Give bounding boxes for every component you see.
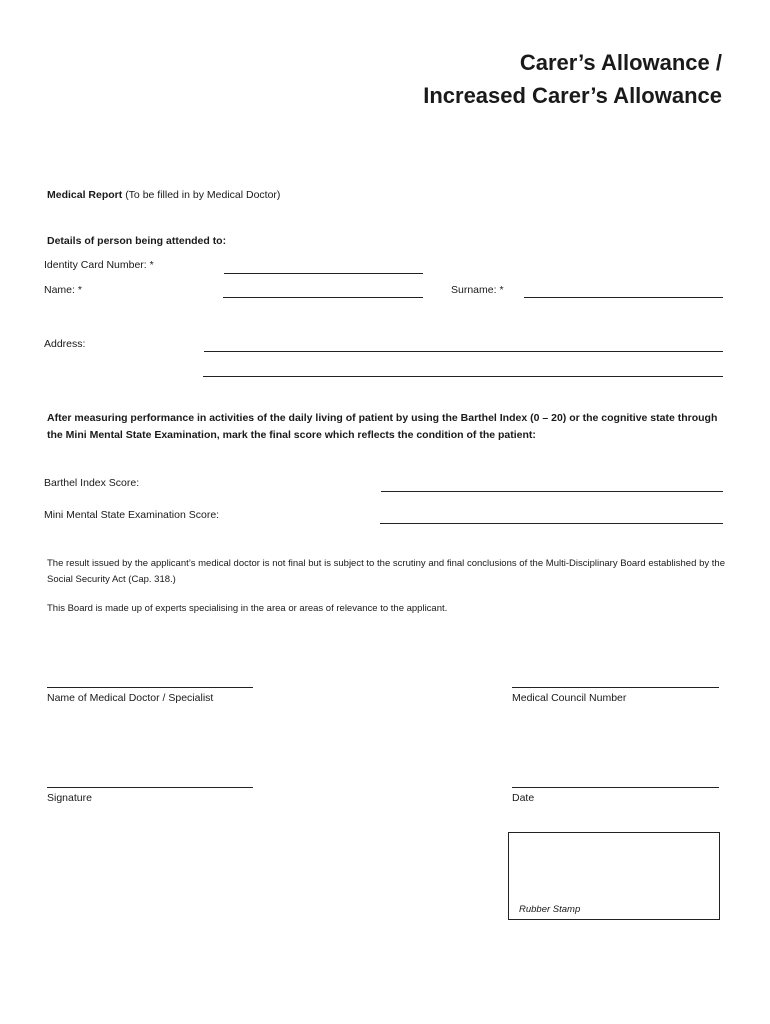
date-label: Date (512, 792, 535, 804)
surname-field[interactable] (524, 297, 723, 298)
address-label: Address: (44, 338, 86, 350)
medical-report-heading (47, 188, 280, 202)
barthel-score-field[interactable] (381, 491, 723, 492)
council-number-label: Medical Council Number (512, 692, 627, 704)
form-title-line-2: Increased Carer’s Allowance (423, 83, 722, 108)
surname-label: Surname: * (451, 284, 504, 296)
name-field[interactable] (223, 297, 423, 298)
board-notice-paragraph: The result issued by the applicant’s medical doctor is not final but is subject to the scrutiny and final conclusions of the Multi-Disciplinary Board established by the Social Security Act (Cap. 318.) (47, 558, 725, 585)
address-field-line-2[interactable] (203, 376, 723, 377)
doctor-name-label: Name of Medical Doctor / Specialist (47, 692, 214, 704)
rubber-stamp-box (508, 832, 720, 920)
form-title-line-1: Carer’s Allowance / (519, 50, 722, 75)
id-card-label: Identity Card Number: * (44, 259, 154, 271)
barthel-score-label: Barthel Index Score: (44, 477, 140, 489)
signature-label: Signature (47, 792, 92, 804)
mmse-score-field[interactable] (380, 523, 723, 524)
person-details-heading: Details of person being attended to: (47, 235, 227, 247)
signature-field[interactable] (47, 787, 253, 788)
board-composition-paragraph: This Board is made up of experts specialising in the area or areas of relevance to the applicant. (47, 603, 448, 614)
date-field[interactable] (512, 787, 719, 788)
assessment-instructions: After measuring performance in activities of the daily living of patient by using the Barthel Index (0 – 20) or the cognitive state through the Mini Mental State Examination, mark the final score which reflects the condition of the patient: (47, 412, 718, 441)
medical-report-note: (To be filled in by Medical Doctor) (125, 189, 281, 201)
address-field-line-1[interactable] (204, 351, 723, 352)
doctor-name-field[interactable] (47, 687, 253, 688)
rubber-stamp-label: Rubber Stamp (519, 904, 581, 915)
name-label: Name: * (44, 284, 82, 296)
mmse-score-label: Mini Mental State Examination Score: (44, 509, 220, 521)
medical-report-title: Medical Report (47, 189, 123, 201)
id-card-field[interactable] (224, 273, 423, 274)
council-number-field[interactable] (512, 687, 719, 688)
